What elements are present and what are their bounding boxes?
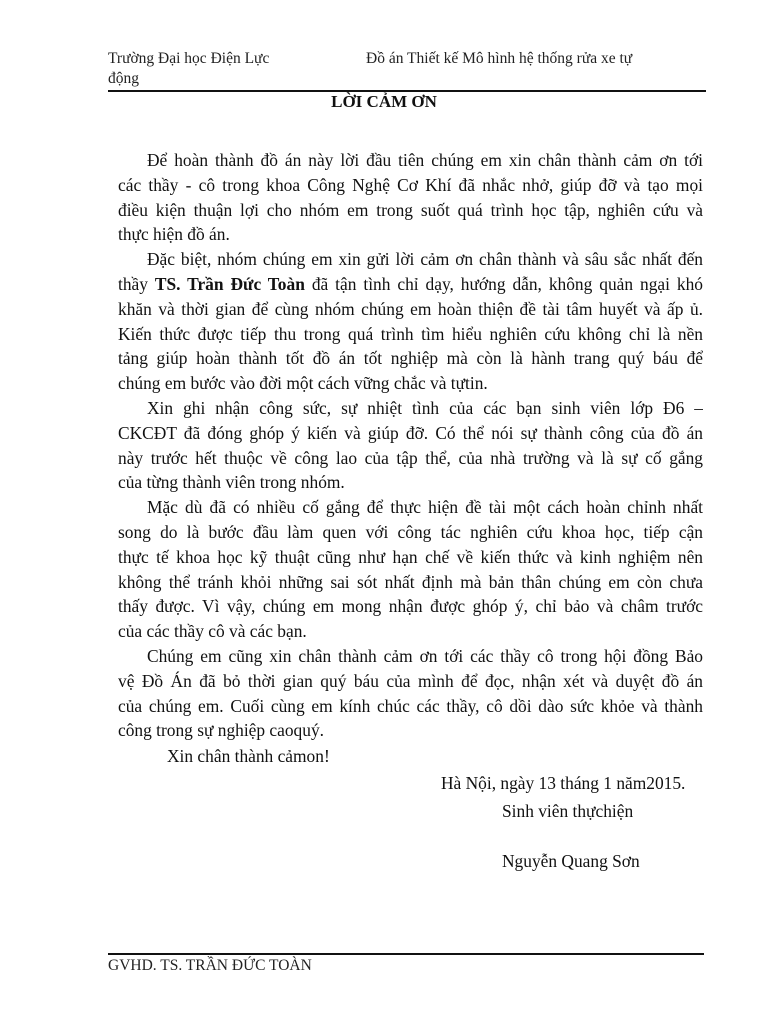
paragraph-1-line: Để hoàn thành đồ án này lời đầu tiên chúng em xin chân thành cảm ơn tới	[147, 150, 703, 170]
paragraph-5-line: Chúng em cũng xin chân thành cảm ơn tới các thầy cô trong hội đồng Bảo	[147, 646, 703, 666]
paragraph-4-line: thấy được. Vì vậy, chúng em mong nhận được ghóp ý, chỉ bảo và châm trước	[118, 596, 703, 617]
place-date: Hà Nội, ngày 13 tháng 1 năm2015.	[441, 773, 686, 793]
paragraph-2-line: Kiến thức được tiếp thu trong quá trình tìm hiểu nghiên cứu không chỉ là nền	[118, 323, 703, 344]
paragraph-4-line: của các thầy cô và các bạn.	[118, 621, 307, 642]
advisor-name: TS. Trần Đức Toàn	[154, 274, 305, 294]
closing-text: Xin chân thành cảmon!	[167, 746, 330, 766]
paragraph-1-line: các thầy - cô trong khoa Công Nghệ Cơ Khí đã nhắc nhở, giúp đỡ và tạo mọi	[118, 174, 703, 195]
paragraph-3-line: của từng thành viên trong nhóm.	[118, 472, 345, 493]
paragraph-5-line: của chúng em. Cuối cùng em kính chúc các thầy, cô dồi dào sức khỏe và thành	[118, 695, 703, 716]
page-title: LỜI CẢM ƠN	[331, 92, 437, 111]
line-segment: đã tận tình chỉ dạy, hướng dẫn, không quản ngại khó	[304, 274, 703, 294]
signature-name: Nguyễn Quang Sơn	[502, 851, 640, 871]
footer-advisor: GVHD. TS. TRẦN ĐỨC TOÀN	[108, 957, 312, 974]
paragraph-4-line: song do là bước đầu làm quen với công tác nghiên cứu khoa học, tiếp cận	[118, 522, 703, 542]
line-segment: thầy	[118, 274, 155, 294]
signature-role: Sinh viên thựchiện	[502, 801, 634, 821]
paragraph-4-line: không thể tránh khỏi những sai sót nhất định mà bản thân chúng em còn chưa	[118, 571, 703, 592]
paragraph-4-line: thực tế khoa học kỹ thuật cũng như hạn chế về kiến thức và kinh nghiệm nên	[118, 546, 703, 567]
header-right: Đồ án Thiết kế Mô hình hệ thống rửa xe tự	[366, 50, 633, 67]
header-wrap: động	[108, 70, 139, 87]
paragraph-2-line: Đặc biệt, nhóm chúng em xin gửi lời cảm ơn chân thành và sâu sắc nhất đến	[147, 249, 703, 270]
paragraph-2-line	[118, 272, 703, 296]
paragraph-4-line: Mặc dù đã có nhiều cố gắng để thực hiện đề tài một cách hoàn chỉnh nhất	[147, 497, 703, 518]
paragraph-3-line: này trước hết thuộc về công lao của tập thể, của nhà trường và là sự cố gắng	[118, 447, 703, 468]
paragraph-2-line: chúng em bước vào đời một cách vững chắc và tựtin.	[118, 373, 488, 394]
paragraph-3-line: CKCĐT đã đóng ghóp ý kiến và giúp đỡ. Có thể nói sự thành công của đồ án	[118, 422, 703, 443]
footer-rule	[108, 953, 704, 955]
paragraph-1-line: điều kiện thuận lợi cho nhóm em trong suốt quá trình học tập, nghiên cứu và	[118, 199, 703, 220]
paragraph-5-line: vệ Đồ Án đã bỏ thời gian quý báu của mình để đọc, nhận xét và duyệt đồ án	[118, 670, 703, 691]
paragraph-2-line: khăn và thời gian để cùng nhóm chúng em hoàn thiện đề tài tâm huyết và ấp ủ.	[118, 298, 703, 319]
header-left: Trường Đại học Điện Lực	[108, 50, 270, 67]
paragraph-1-line: thực hiện đồ án.	[118, 224, 230, 245]
paragraph-2-line: tảng giúp hoàn thành tốt đồ án tốt nghiệp mà còn là hành trang quý báu để	[118, 348, 703, 369]
paragraph-5-line: công trong sự nghiệp caoquý.	[118, 720, 324, 741]
paragraph-3-line: Xin ghi nhận công sức, sự nhiệt tình của các bạn sinh viên lớp Đ6 –	[147, 398, 703, 418]
